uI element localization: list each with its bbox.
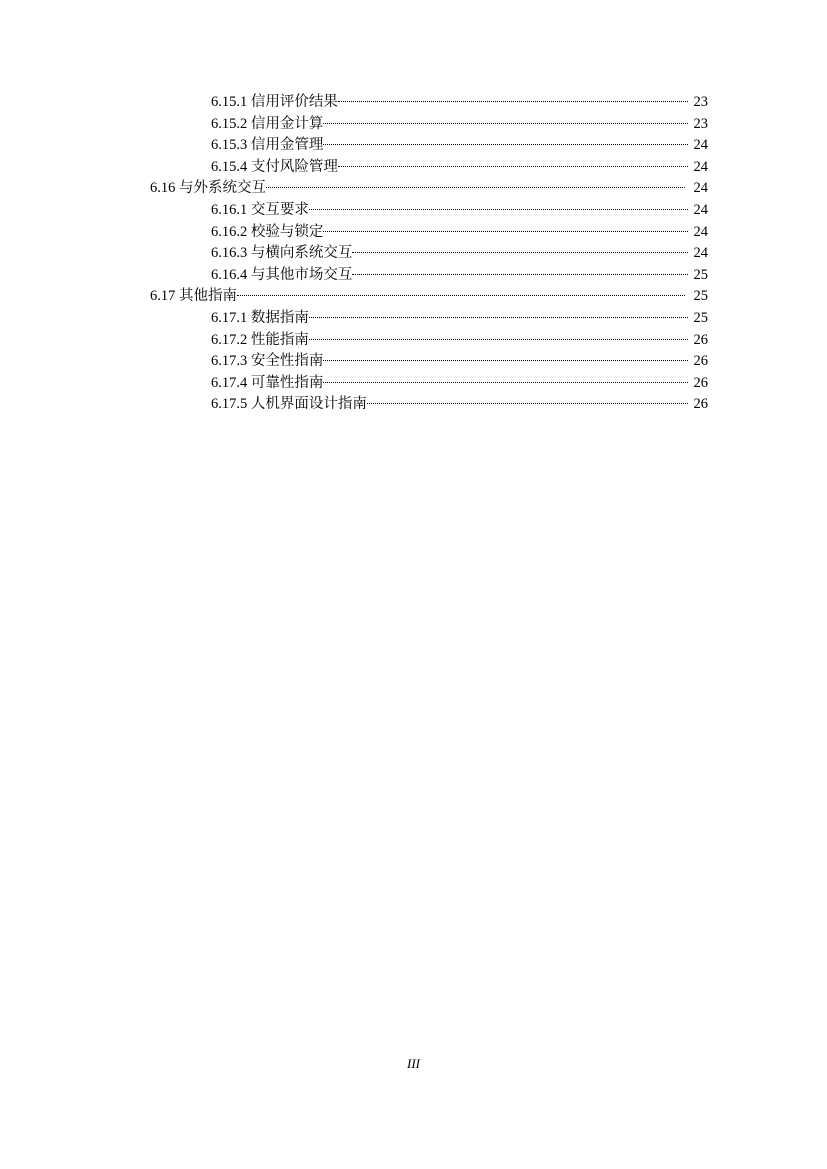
toc-entry-page-number: 25	[693, 266, 708, 283]
toc-leader-dots	[323, 222, 688, 236]
toc-entry-label: 6.16 与外系统交互	[150, 180, 266, 197]
toc-entry-page-number: 26	[693, 374, 708, 391]
toc-leader-dots	[338, 92, 688, 106]
toc-entry-label: 6.15.1 信用评价结果	[211, 94, 338, 110]
toc-entry[interactable]	[128, 222, 708, 244]
toc-entry[interactable]	[128, 178, 708, 200]
toc-entry-label: 6.17.1 数据指南	[211, 309, 309, 326]
table-of-contents	[128, 92, 708, 416]
toc-entry-page-number: 26	[693, 353, 708, 370]
toc-entry[interactable]	[128, 308, 708, 330]
toc-entry-label: 6.15.2 信用金计算	[211, 115, 324, 132]
toc-leader-dots	[367, 394, 688, 408]
toc-leader-dots	[266, 178, 685, 192]
toc-entry-label: 6.16.3 与横向系统交互	[211, 245, 353, 262]
toc-entry-label: 6.16.2 校验与锁定	[211, 223, 324, 240]
toc-entry[interactable]	[128, 243, 708, 265]
toc-entry-label: 6.15.4 支付风险管理	[211, 158, 338, 175]
toc-entry-page-number: 24	[693, 180, 708, 197]
toc-entry[interactable]	[128, 135, 708, 157]
toc-leader-dots	[323, 135, 688, 149]
toc-entry-label: 6.17.2 性能指南	[211, 331, 309, 348]
toc-leader-dots	[323, 373, 688, 387]
toc-leader-dots	[338, 157, 688, 171]
toc-entry[interactable]	[128, 265, 708, 287]
toc-entry-label: 6.16.4 与其他市场交互	[211, 266, 353, 283]
toc-leader-dots	[309, 200, 688, 214]
toc-leader-dots	[323, 114, 688, 128]
toc-entry-page-number: 24	[693, 223, 708, 240]
toc-entry-label: 6.15.3 信用金管理	[211, 137, 324, 154]
toc-leader-dots	[323, 351, 688, 365]
toc-leader-dots	[352, 243, 688, 257]
toc-entry[interactable]	[128, 351, 708, 373]
toc-entry[interactable]	[128, 330, 708, 352]
toc-entry-page-number: 26	[693, 396, 708, 413]
toc-leader-dots	[352, 265, 688, 279]
toc-entry[interactable]	[128, 157, 708, 179]
toc-entry-label: 6.17.5 人机界面设计指南	[211, 396, 367, 413]
toc-entry-label: 6.16.1 交互要求	[211, 201, 309, 218]
toc-leader-dots	[309, 330, 688, 344]
toc-entry[interactable]	[128, 92, 708, 114]
toc-leader-dots	[309, 308, 688, 322]
toc-entry[interactable]	[128, 394, 708, 416]
toc-entry-page-number: 24	[693, 201, 708, 218]
toc-entry[interactable]	[128, 373, 708, 395]
toc-entry[interactable]	[128, 114, 708, 136]
toc-entry-page-number: 26	[693, 331, 708, 348]
toc-entry-label: 6.17 其他指南	[150, 288, 237, 305]
page-footer-number: III	[407, 1056, 420, 1071]
toc-entry-page-number: 24	[693, 245, 708, 262]
toc-leader-dots	[237, 286, 685, 300]
toc-entry-label: 6.17.4 可靠性指南	[211, 374, 324, 391]
toc-entry-page-number: 25	[693, 309, 708, 326]
toc-entry-page-number: 25	[693, 288, 708, 305]
toc-entry-page-number: 24	[693, 137, 708, 154]
toc-entry-page-number: 23	[693, 94, 708, 110]
toc-entry-page-number: 24	[693, 158, 708, 175]
toc-entry-label: 6.17.3 安全性指南	[211, 353, 324, 370]
toc-entry-page-number: 23	[693, 115, 708, 132]
toc-entry[interactable]	[128, 200, 708, 222]
toc-entry[interactable]	[128, 286, 708, 308]
